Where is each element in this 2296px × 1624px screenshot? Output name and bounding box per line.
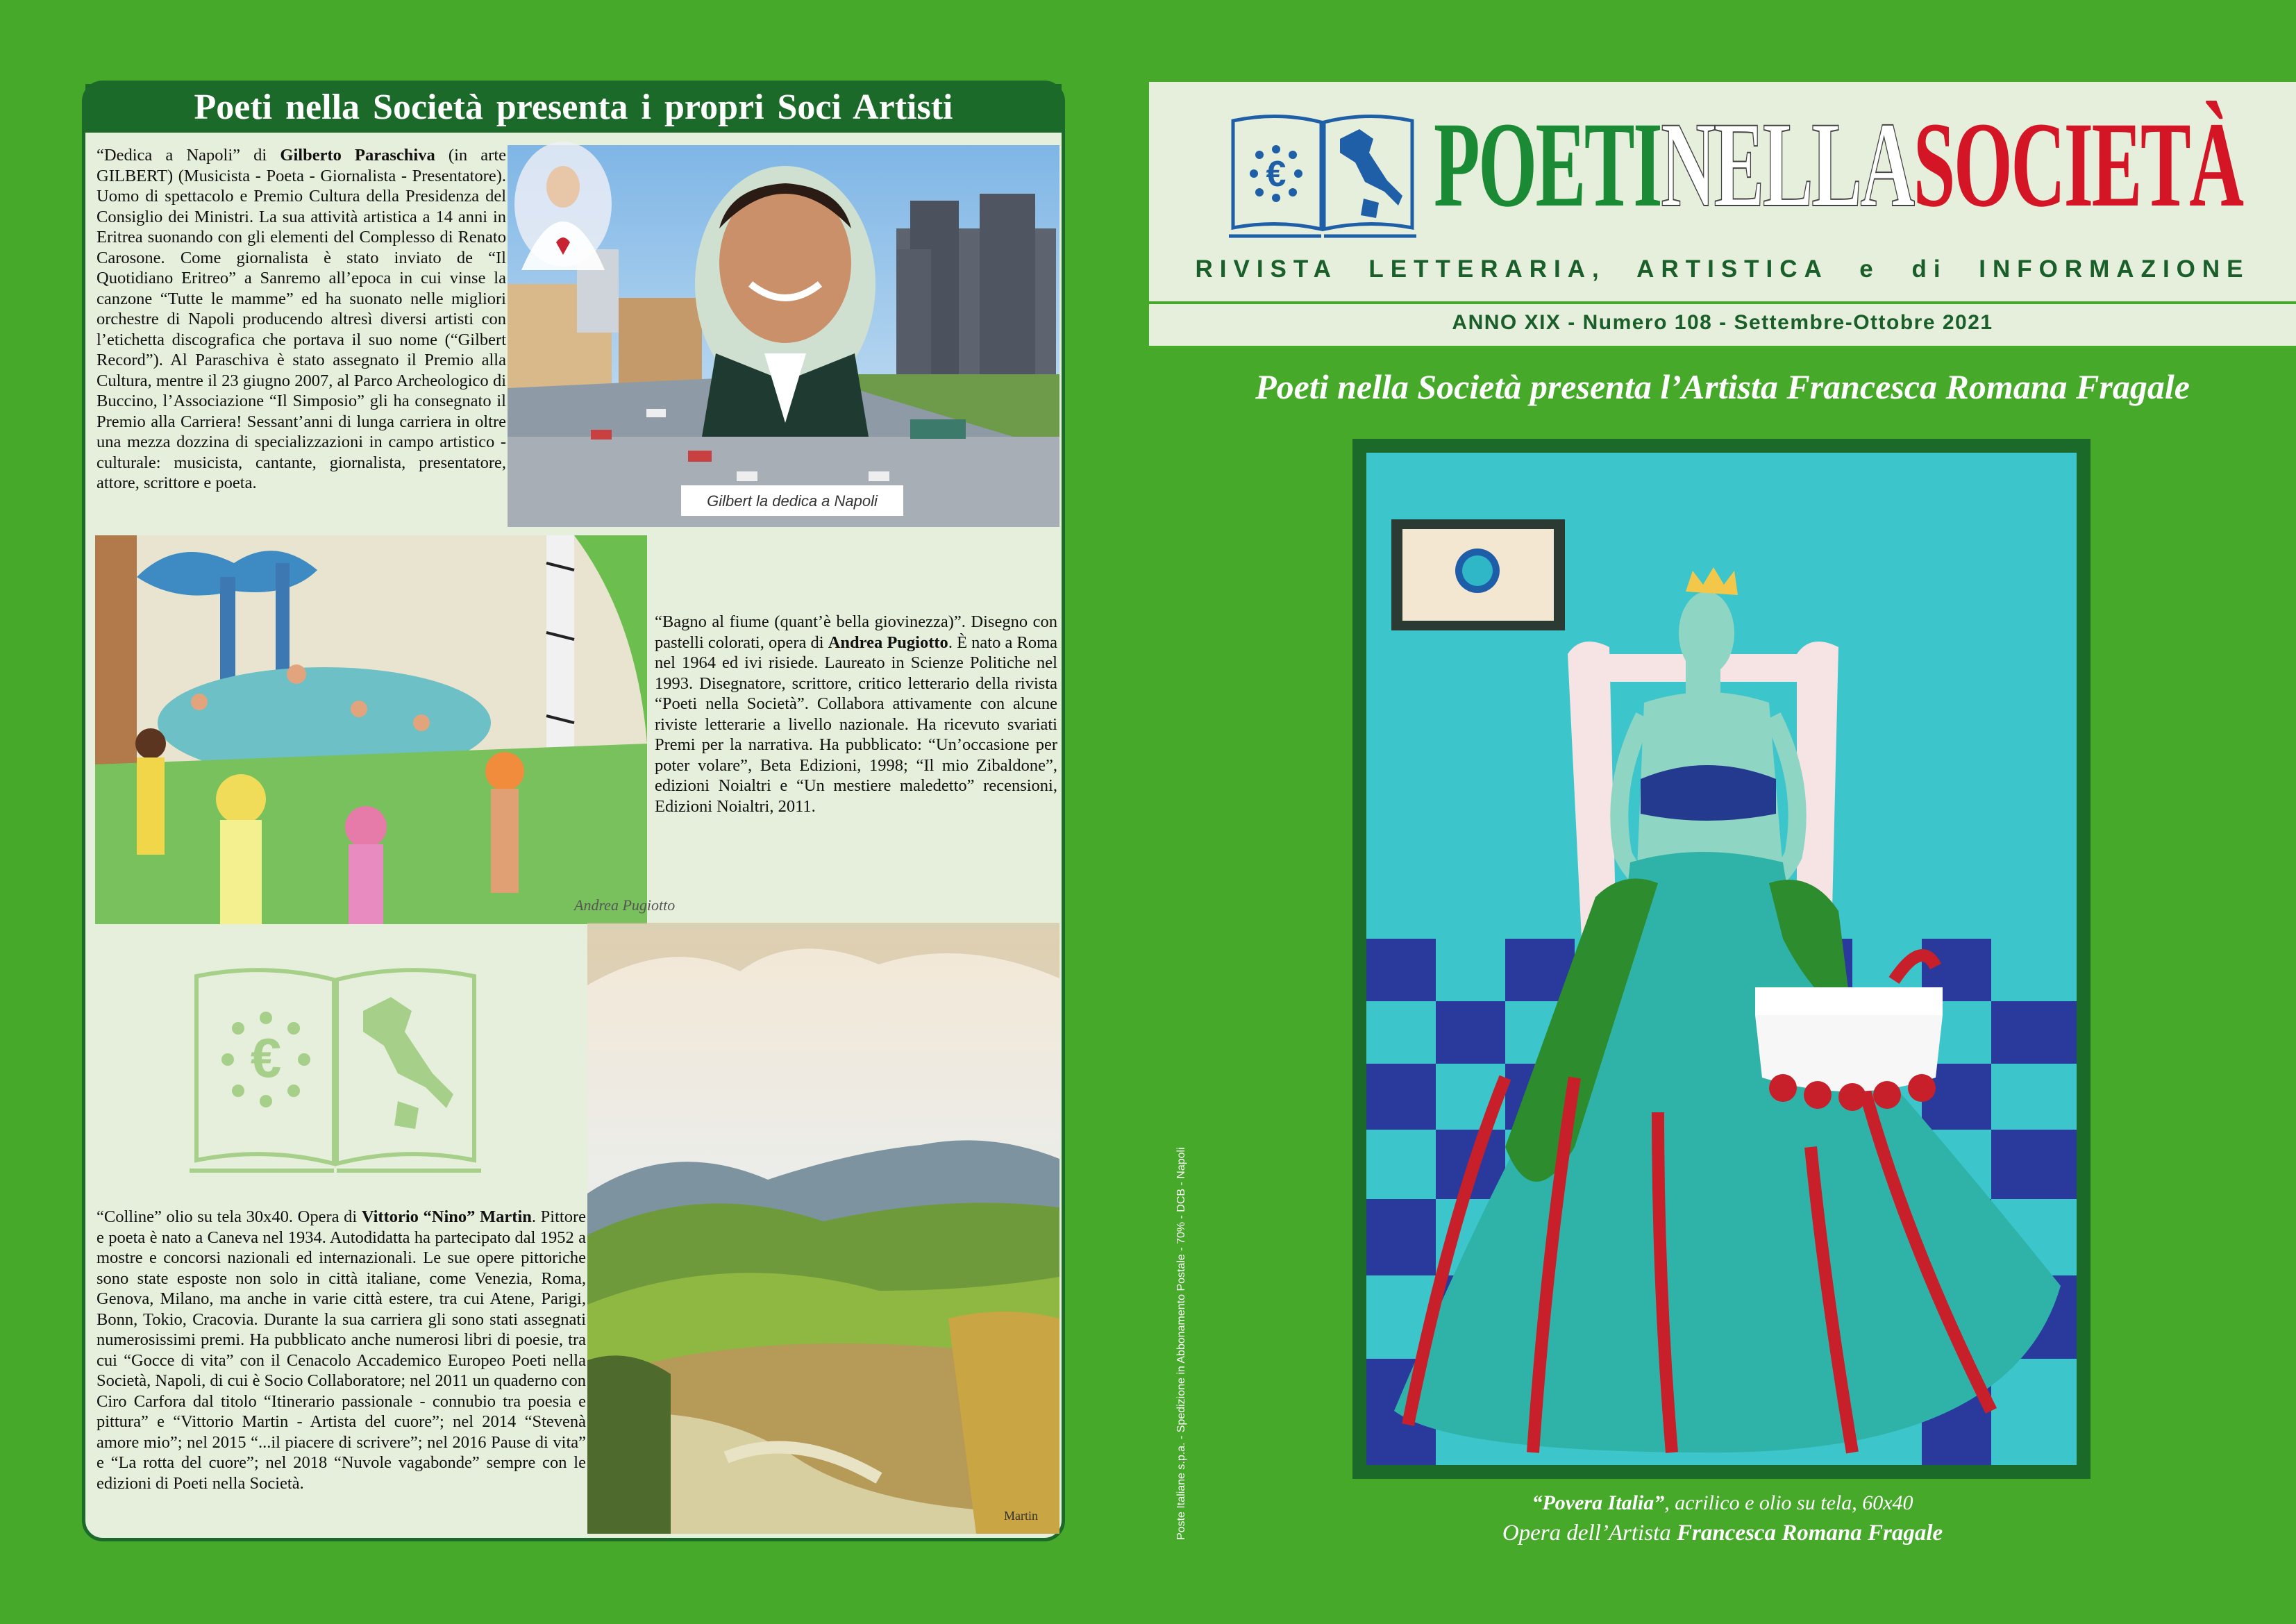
title-societa: SOCIETÀ [1913,97,2243,233]
article-martin [97,1207,586,1493]
title-poeti: POETI [1434,97,1661,233]
left-page [82,81,1065,1541]
svg-text:€: € [1266,154,1287,194]
artist-name: Francesca Romana Fragale [1676,1521,1943,1546]
title-nella: NELLA [1661,97,1913,233]
svg-text:Andrea Pugiotto: Andrea Pugiotto [574,896,676,914]
artist-by-label: Opera dell’Artista [1502,1521,1677,1546]
article-body: . È nato a Roma nel 1964 ed ivi risiede. Laureato in Scienze Politiche nel 1993. Disegnatore, scrittore, critico letterario della rivista “Poeti nella Società”. Collabora attivamente con alcune riviste letterarie a livello nazionale. Ha ricevuto svariati Premi per la narrativa. Ha pubblicato: “Un’occasione per poter volare”, Beta Edizioni, 1998; “Il mio Zibaldone”, edizioni Noialtri e “Un mestiere maledetto” recensioni, Edizioni Noialtri, 2011. [655,633,1058,816]
painting-caption-artist [1149,1521,2296,1546]
book-logo [1229,111,1416,243]
magazine-title [1434,97,2243,233]
artist-name: Gilberto Paraschiva [280,146,435,165]
cover-headline: Poeti nella Società presenta l’Artista Francesca Romana Fragale [1255,367,2190,406]
article-body: . Pittore e poeta è nato a Caneva nel 1934. Autodidatta ha partecipato dal 1952 a mostre e concorsi nazionali ed internazionali. Le sue opere pittoriche sono state esposte non solo in città italiane, come Venezia, Roma, Genova, Milano, ma anche in varie città estere, tra cui Atene, Parigi, Bonn, Tokio, Cracovia. Durante la sua carriera gli sono stati assegnati numerosissimi premi. Ha pubblicato anche numerosi libri di poesie, tra cui “Gocce di vita” con il Cenacolo Accademico Europeo Poeti nella Società, Napoli, di cui è Socio Collaboratore; nel 2011 un quaderno con Ciro Carfora dal titolo “Itinerario passionale - connubio tra poesia e pittura” e “Vittorio Martin - Artista del cuore”; nel 2014 “Stevenà amore mio”; nel 2015 “...il piacere di scrivere”; nel 2016 Pause di vita” e “La rotta del cuore”; nel 2018 “Nuvole vagabonde” sempre con le edizioni di Poeti nella Società. [97,1207,586,1493]
left-page-header: Poeti nella Società presenta i propri Soci Artisti [85,84,1062,133]
hills-painting [587,930,1059,1534]
issue-info: ANNO XIX - Numero 108 - Settembre-Ottobre 2021 [1452,311,1993,334]
painting-technique: , acrilico e olio su tela, 60x40 [1664,1491,1913,1514]
magazine-subtitle: RIVISTA LETTERARIA, ARTISTICA e di INFORMAZIONE [1195,256,2250,283]
article-paraschiva [97,145,506,494]
painting-title: “Povera Italia” [1532,1491,1665,1514]
naples-photo [508,145,1059,527]
article-intro: “Colline” olio su tela 30x40. Opera di [97,1207,362,1226]
masthead-divider [1149,301,2296,304]
artist-name: Andrea Pugiotto [828,633,948,652]
postal-notice: Poste Italiane s.p.a. - Spedizione in Abbonamento Postale - 70% - DCB - Napoli [1175,1147,1187,1540]
povera-italia-painting [1366,453,2077,1465]
river-bath-drawing [95,535,676,924]
article-body: (in arte GILBERT) (Musicista - Poeta - Giornalista - Presentatore). Uomo di spettacolo e Premio Cultura della Presidenza del Consiglio dei Ministri. La sua attività artistica a 14 anni in Eritrea suonando con gli elementi del Complesso di Renato Carosone. Come giornalista è stato inviato de “Il Quotidiano Eritreo” a Sanremo all’epoca in cui vinse la canzone “Tutte le mamme” ed ha suonato nelle migliori orchestre di Napoli producendo altresì diversi artisti con l’etichetta discografica che portava il suo nome (“Gilbert Record”). Al Paraschiva è stato assegnato il Premio alla Cultura, mentre il 23 giugno 2007, al Parco Archeologico di Buccino, l’Associazione “Il Simposio” gli ha consegnato il Premio alla Carriera! Sessant’anni di lunga carriera in oltre una mezza dozzina di specializzazioni in campo artistico - culturale: musicista, cantante, giornalista, presentatore, attore, scrittore e poeta. [97,146,507,492]
svg-text:Martin: Martin [1004,1509,1038,1523]
svg-text:€: € [250,1027,282,1089]
cover-painting-frame [1352,439,2090,1479]
book-logo-watermark [190,962,481,1178]
painting-caption-title [1149,1491,2296,1515]
masthead [1149,82,2296,346]
article-intro: “Dedica a Napoli” di [97,146,280,165]
artist-name: Vittorio “Nino” Martin [361,1207,532,1226]
article-pugiotto [655,612,1057,817]
photo-label: Gilbert la dedica a Napoli [707,492,878,510]
article-intro: “Bagno al fiume (quant’è bella giovinezza)”. Disegno con pastelli colorati, opera di [655,612,1057,652]
